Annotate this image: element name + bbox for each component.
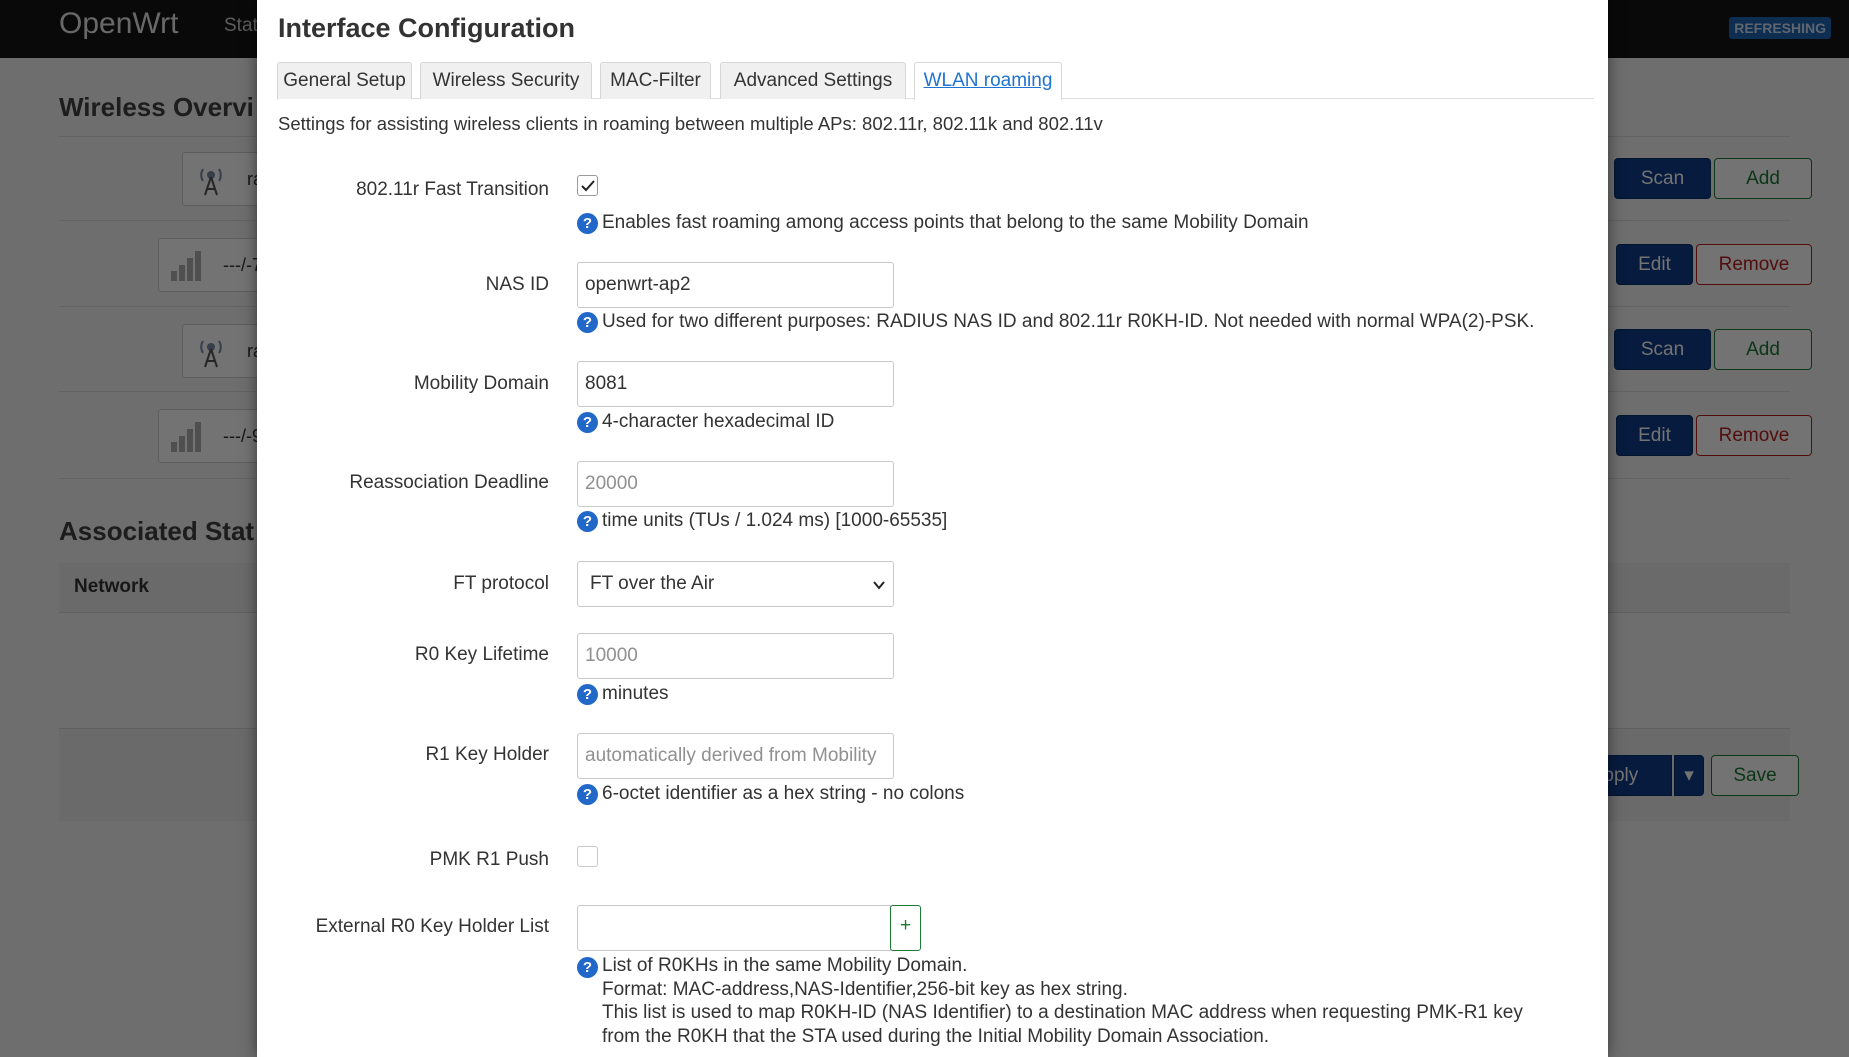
reassociation-deadline-label: Reassociation Deadline <box>349 472 549 493</box>
mobility-domain-label: Mobility Domain <box>413 373 549 394</box>
r1-key-holder-label: R1 Key Holder <box>425 744 549 765</box>
fast-transition-label: 802.11r Fast Transition <box>356 179 549 200</box>
help-icon: ? <box>577 784 598 805</box>
r0-key-lifetime-input[interactable] <box>577 633 894 679</box>
reassociation-deadline-input[interactable] <box>577 461 894 507</box>
pmk-r1-push-checkbox[interactable] <box>577 846 598 867</box>
hint-text: 4-character hexadecimal ID <box>602 411 835 432</box>
tab-general-setup[interactable]: General Setup <box>277 62 412 99</box>
chevron-down-icon <box>871 577 887 593</box>
ft-protocol-select[interactable] <box>577 561 894 607</box>
mobility-domain-input[interactable] <box>577 361 894 407</box>
fast-transition-hint <box>577 212 1309 234</box>
ft-protocol-selected: FT over the Air <box>590 573 715 594</box>
modal-title: Interface Configuration <box>278 13 576 43</box>
r1-key-holder-input[interactable] <box>577 733 894 779</box>
r0-key-lifetime-hint <box>577 683 669 705</box>
hint-line: Format: MAC-address,NAS-Identifier,256-bit key as hex string. <box>602 978 1128 1000</box>
tab-mac-filter[interactable]: MAC-Filter <box>600 62 711 99</box>
r0-key-lifetime-label: R0 Key Lifetime <box>414 644 549 665</box>
hint-text: minutes <box>602 683 669 704</box>
section-description: Settings for assisting wireless clients in roaming between multiple APs: 802.11r, 802.11k and 802.11v <box>278 113 1103 134</box>
external-r0kh-hint <box>602 954 1523 1048</box>
nas-id-input[interactable] <box>577 262 894 308</box>
fast-transition-checkbox[interactable] <box>577 175 598 196</box>
hint-text: 6-octet identifier as a hex string - no colons <box>602 783 965 804</box>
ft-protocol-label: FT protocol <box>453 573 549 594</box>
hint-text: Enables fast roaming among access points that belong to the same Mobility Domain <box>602 212 1309 233</box>
external-r0kh-list-label: External R0 Key Holder List <box>315 916 549 937</box>
help-icon: ? <box>577 684 598 705</box>
mobility-domain-hint <box>577 411 834 433</box>
external-r0kh-input[interactable] <box>577 905 891 951</box>
help-icon: ? <box>577 957 598 978</box>
hint-line: from the R0KH that the STA used during the Initial Mobility Domain Association. <box>602 1025 1270 1047</box>
nas-id-hint <box>577 311 1534 333</box>
tab-wlan-roaming[interactable]: WLAN roaming <box>914 62 1062 100</box>
tab-bar <box>277 62 1594 99</box>
interface-configuration-modal <box>257 0 1608 1057</box>
hint-text: Used for two different purposes: RADIUS NAS ID and 802.11r R0KH-ID. Not needed with normal WPA(2)-PSK. <box>602 311 1535 332</box>
tab-wireless-security[interactable]: Wireless Security <box>420 62 592 99</box>
tab-advanced-settings[interactable]: Advanced Settings <box>720 62 906 99</box>
checkmark-icon <box>580 178 596 194</box>
hint-line: List of R0KHs in the same Mobility Domain. <box>602 955 968 976</box>
add-r0kh-button[interactable]: + <box>890 905 921 951</box>
r1-key-holder-hint <box>577 783 964 805</box>
hint-text: time units (TUs / 1.024 ms) [1000-65535] <box>602 510 948 531</box>
help-icon: ? <box>577 213 598 234</box>
help-icon: ? <box>577 312 598 333</box>
hint-line: This list is used to map R0KH-ID (NAS Identifier) to a destination MAC address when requesting PMK-R1 key <box>602 1002 1523 1023</box>
help-icon: ? <box>577 412 598 433</box>
reassociation-deadline-hint <box>577 510 947 532</box>
nas-id-label: NAS ID <box>485 274 549 295</box>
pmk-r1-push-label: PMK R1 Push <box>429 849 549 870</box>
help-icon: ? <box>577 511 598 532</box>
